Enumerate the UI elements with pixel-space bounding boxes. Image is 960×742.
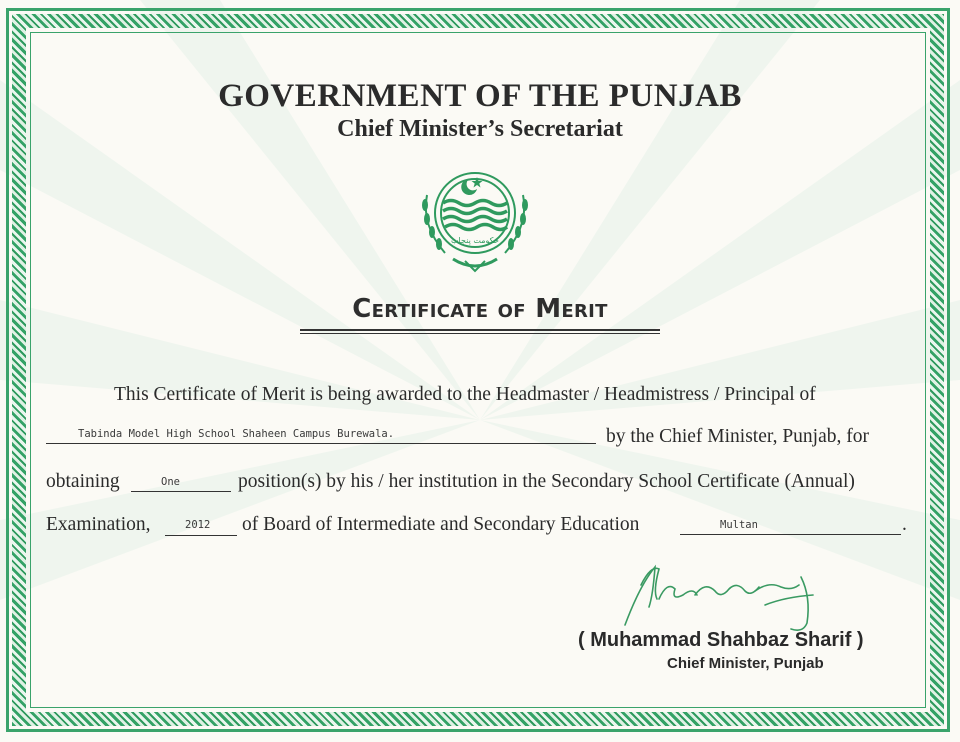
body-line-3-suffix: position(s) by his / her institution in the Secondary School Certificate (Annual) [238,471,855,492]
year-field: 2012 [165,519,237,536]
body-line-3-prefix: obtaining [46,471,120,492]
emblem-urdu-text: حکومت پنجاب [451,236,499,245]
signatory-name: ( Muhammad Shahbaz Sharif ) [578,629,864,651]
secretariat-heading: Chief Minister’s Secretariat [337,116,623,142]
body-line-4-middle: of Board of Intermediate and Secondary Education [242,514,640,535]
position-field: One [131,476,231,492]
punjab-emblem-icon [413,165,537,277]
board-field: Multan [680,519,901,535]
signatory-title: Chief Minister, Punjab [667,655,824,672]
body-line-4-end: . [902,514,907,535]
government-heading: GOVERNMENT OF THE PUNJAB [218,78,742,114]
school-name-field: Tabinda Model High School Shaheen Campus Burewala. [46,428,596,444]
handwritten-signature [615,555,845,635]
body-line-4-prefix: Examination, [46,514,151,535]
body-line-2-suffix: by the Chief Minister, Punjab, for [606,426,869,447]
title-underline-thin [300,333,660,334]
certificate-title: Certificate of Merit [352,294,608,324]
body-line-1: This Certificate of Merit is being awarded to the Headmaster / Headmistress / Principal of [114,384,816,405]
title-underline [300,329,660,331]
